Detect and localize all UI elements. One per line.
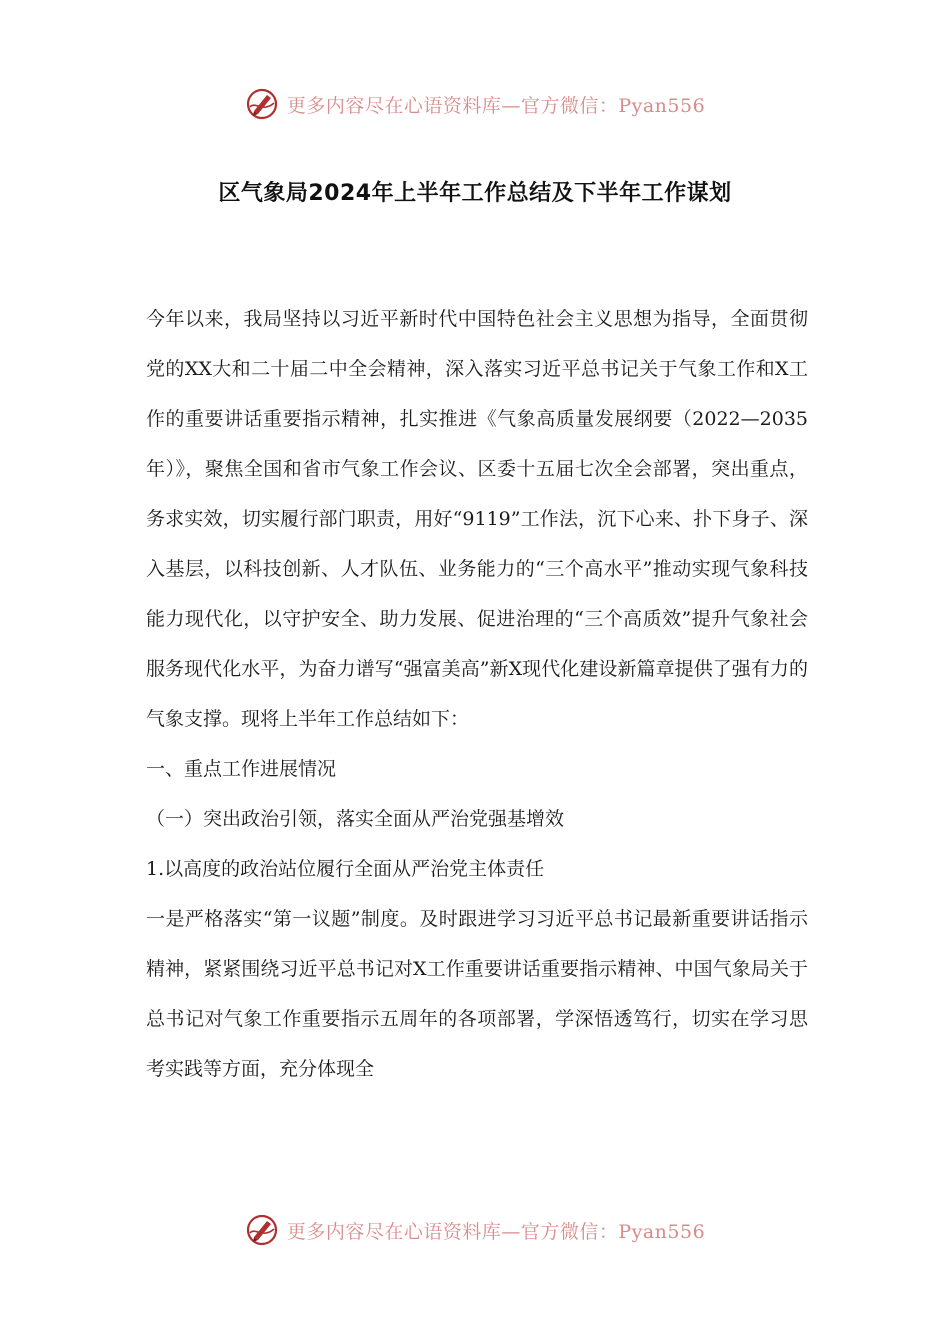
watermark-banner-bottom — [0, 1210, 950, 1250]
subsection-heading: （一）突出政治引领，落实全面从严治党强基增效 — [146, 808, 565, 830]
pen-circle-logo-icon — [245, 87, 279, 121]
pen-circle-logo-icon — [245, 1213, 279, 1247]
section-heading: 一、重点工作进展情况 — [146, 758, 337, 780]
document-body — [146, 294, 808, 1094]
document-title: 区气象局2024年上半年工作总结及下半年工作谋划 — [218, 181, 732, 206]
watermark-text: 更多内容尽在心语资料库—官方微信：Pyan556 — [286, 1220, 706, 1243]
item-heading: 1.以高度的政治站位履行全面从严治党主体责任 — [146, 858, 545, 880]
watermark-banner-top — [0, 84, 950, 124]
body-paragraph: 一是严格落实“第一议题”制度。及时跟进学习习近平总书记最新重要讲话指示精神，紧紧围绕习近平总书记对X工作重要讲话重要指示精神、中国气象局关于总书记对气象工作重要指示五周年的各项部署，学深悟透笃行，切实在学习思考实践等方面，充分体现全 — [146, 908, 808, 1080]
intro-paragraph: 今年以来，我局坚持以习近平新时代中国特色社会主义思想为指导，全面贯彻党的XX大和二十届二中全会精神，深入落实习近平总书记关于气象工作和X工作的重要讲话重要指示精神，扎实推进《气象高质量发展纲要（2022—2035年）》，聚焦全国和省市气象工作会议、区委十五届七次全会部署，突出重点，务求实效，切实履行部门职责，用好“9119”工作法，沉下心来、扑下身子、深入基层，以科技创新、人才队伍、业务能力的“三个高水平”推动实现气象科技能力现代化，以守护安全、助力发展、促进治理的“三个高质效”提升气象社会服务现代化水平，为奋力谱写“强富美高”新X现代化建设新篇章提供了强有力的气象支撑。现将上半年工作总结如下： — [146, 308, 808, 730]
watermark-text: 更多内容尽在心语资料库—官方微信：Pyan556 — [286, 94, 706, 117]
